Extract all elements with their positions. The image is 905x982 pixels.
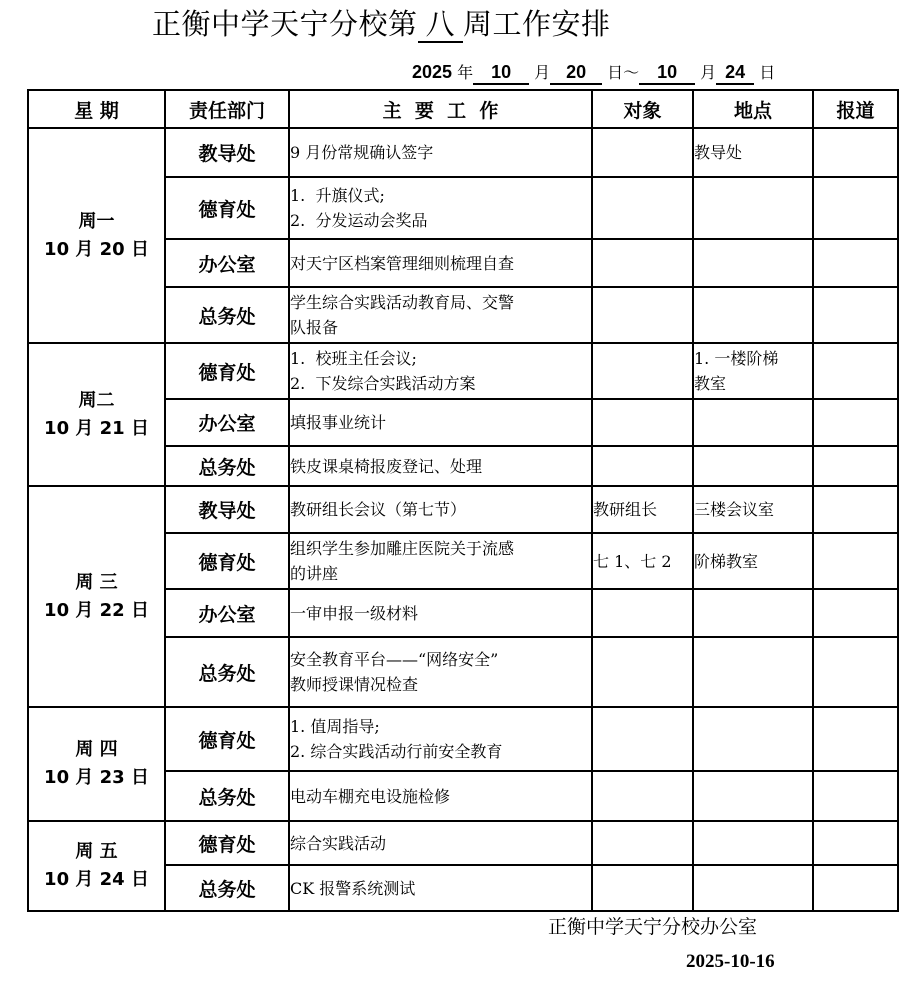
day-label-1: 日 [607,63,624,82]
place-cell [693,343,813,399]
target-cell [592,637,693,707]
work-cell [289,589,592,637]
target-cell [592,399,693,446]
month-label-1: 月 [534,63,551,82]
end-month: 10 [639,61,695,85]
place-cell [693,239,813,287]
work-cell [289,865,592,911]
place-cell [693,865,813,911]
column-header-target: 对象 [592,90,693,128]
table-row [28,128,898,177]
dept-cell: 总务处 [165,446,289,486]
dept-cell: 办公室 [165,239,289,287]
target-cell [592,343,693,399]
work-line: 1. 升旗仪式; [290,186,385,205]
work-line: 2. 分发运动会奖品 [290,211,428,230]
report-cell [813,128,898,177]
place-cell [693,821,813,865]
place-cell [693,399,813,446]
target-cell [592,771,693,821]
dept-cell: 德育处 [165,821,289,865]
target-cell [592,128,693,177]
column-header-main-work: 主 要 工 作 [289,90,592,128]
month-label-2: 月 [700,63,717,82]
target-cell [592,821,693,865]
day-cell-wednesday [28,486,165,707]
work-cell [289,343,592,399]
date-label: 10 月 20 日 [44,238,149,260]
dept-cell: 总务处 [165,865,289,911]
weekday-label: 周一 [78,210,115,232]
title-suffix: 周工作安排 [463,7,611,41]
column-header-place: 地点 [693,90,813,128]
work-cell [289,446,592,486]
place-line: 阶梯教室 [694,551,759,571]
page-title [152,4,611,44]
start-month: 10 [473,61,529,85]
work-line: 2. 综合实践活动行前安全教育 [290,742,503,761]
dept-cell: 教导处 [165,128,289,177]
report-cell [813,771,898,821]
title-prefix: 正衡中学天宁分校第 [152,7,418,41]
report-cell [813,446,898,486]
work-cell [289,486,592,533]
place-cell [693,533,813,589]
start-day: 20 [550,61,602,85]
work-cell [289,177,592,239]
report-cell [813,589,898,637]
column-header-report: 报道 [813,90,898,128]
target-cell [592,446,693,486]
report-cell [813,239,898,287]
work-line: 学生综合实践活动教育局、交警 [290,293,515,312]
header-row [28,90,898,128]
target-cell: 教研组长 [592,486,693,533]
work-cell [289,533,592,589]
work-line: 电动车棚充电设施检修 [290,786,451,806]
dept-cell: 总务处 [165,287,289,343]
range-separator: ～ [623,63,640,82]
report-cell [813,707,898,771]
report-cell [813,343,898,399]
weekday-label: 周二 [78,389,115,411]
day-cell-tuesday [28,343,165,486]
work-line: 一审申报一级材料 [290,603,419,623]
dept-cell: 德育处 [165,343,289,399]
place-line: 教导处 [694,143,743,162]
place-line: 1. 一楼阶梯 [694,349,779,368]
dept-cell: 办公室 [165,589,289,637]
dept-cell: 总务处 [165,771,289,821]
work-line: CK 报警系统测试 [290,878,416,898]
column-header-weekday: 星 期 [28,90,165,128]
work-cell [289,821,592,865]
weekday-label: 周 三 [75,571,118,593]
work-line: 教师授课情况检查 [290,675,419,694]
day-cell-monday [28,128,165,343]
weekday-label: 周 四 [75,739,118,760]
table-row [28,707,898,771]
place-cell [693,637,813,707]
work-line: 综合实践活动 [290,833,387,853]
dept-cell: 德育处 [165,707,289,771]
work-line: 组织学生参加雕庄医院关于流感 [290,539,515,558]
place-cell [693,177,813,239]
target-cell: 七 1、七 2 [592,533,693,589]
table-row [28,343,898,399]
work-line: 2. 下发综合实践活动方案 [290,374,476,393]
work-cell [289,399,592,446]
report-cell [813,486,898,533]
target-cell [592,177,693,239]
work-line: 铁皮课桌椅报废登记、处理 [290,456,483,476]
place-cell [693,287,813,343]
table-row [28,821,898,865]
place-cell [693,771,813,821]
column-header-department: 责任部门 [165,90,289,128]
schedule-table [27,89,899,912]
dept-cell: 德育处 [165,177,289,239]
place-line: 三楼会议室 [694,500,775,519]
date-label: 10 月 24 日 [44,869,149,890]
place-cell [693,707,813,771]
work-line: 安全教育平台——“网络安全” [290,650,499,669]
place-cell [693,486,813,533]
work-line: 的讲座 [290,564,339,583]
date-range [412,58,775,86]
place-cell [693,446,813,486]
target-cell [592,287,693,343]
work-line: 1. 校班主任会议; [290,349,417,368]
date-label: 10 月 23 日 [44,767,149,788]
target-cell [592,589,693,637]
day-cell-thursday [28,707,165,821]
work-cell [289,637,592,707]
work-cell [289,707,592,771]
dept-cell: 德育处 [165,533,289,589]
work-cell [289,287,592,343]
work-line: 填报事业统计 [290,413,387,432]
table-row [28,486,898,533]
work-line: 队报备 [290,318,339,337]
target-cell [592,865,693,911]
target-cell [592,707,693,771]
work-cell [289,771,592,821]
dept-cell: 办公室 [165,399,289,446]
target-cell [592,239,693,287]
weekday-label: 周 五 [75,841,118,862]
dept-cell: 总务处 [165,637,289,707]
report-cell [813,637,898,707]
report-cell [813,821,898,865]
date-label: 10 月 21 日 [44,417,149,439]
work-line: 9 月份常规确认签字 [290,143,434,162]
place-line: 教室 [694,374,727,393]
week-number: 八 [418,7,464,43]
place-cell [693,128,813,177]
work-line: 对天宁区档案管理细则梳理自查 [290,253,515,273]
report-cell [813,399,898,446]
place-cell [693,589,813,637]
work-cell [289,128,592,177]
dept-cell: 教导处 [165,486,289,533]
work-line: 教研组长会议（第七节） [290,500,467,519]
report-cell [813,177,898,239]
footer-organization: 正衡中学天宁分校办公室 [548,916,758,938]
work-cell [289,239,592,287]
report-cell [813,533,898,589]
day-label-2: 日 [759,63,776,82]
report-cell [813,287,898,343]
start-year: 2025 [412,62,453,82]
date-label: 10 月 22 日 [44,599,149,621]
footer-date: 2025-10-16 [686,951,775,972]
end-day: 24 [716,61,754,85]
day-cell-friday [28,821,165,911]
year-label: 年 [457,63,474,82]
report-cell [813,865,898,911]
work-line: 1. 值周指导; [290,717,380,736]
